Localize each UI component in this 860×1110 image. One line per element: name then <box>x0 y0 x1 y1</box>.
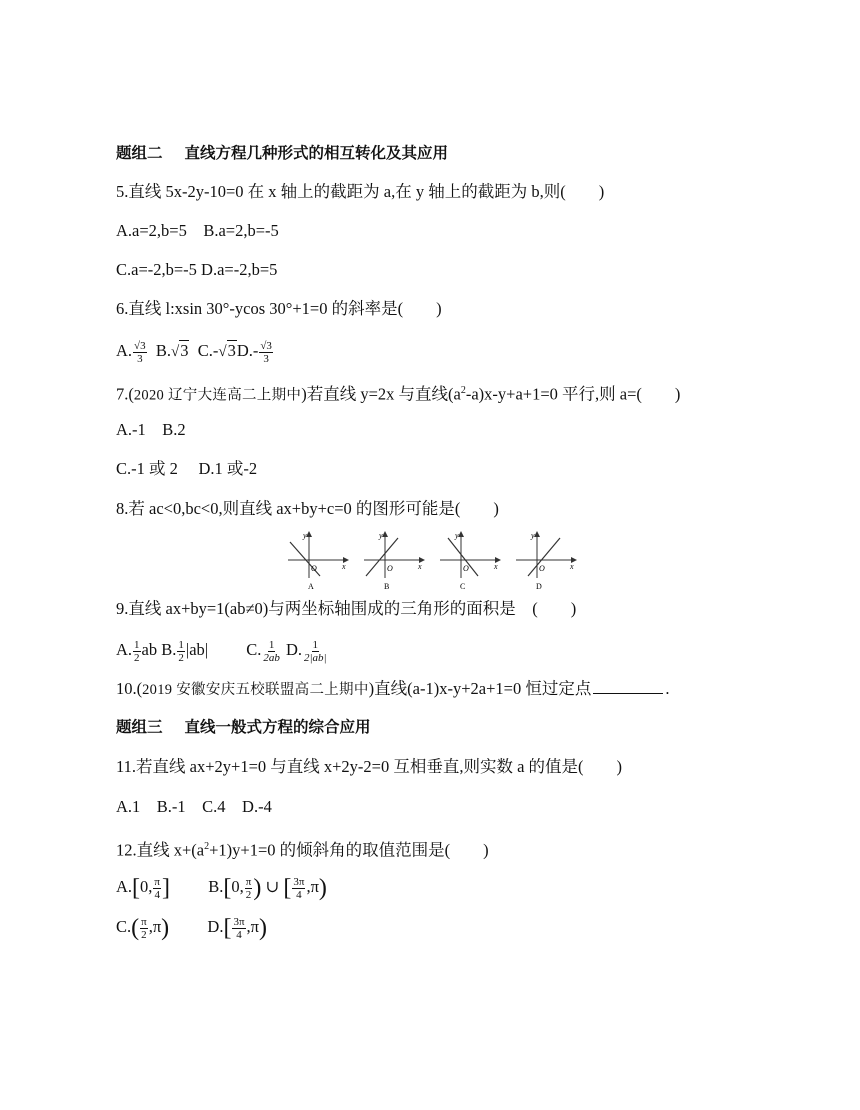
q10-stem: 10.(2019 安徽安庆五校联盟高二上期中)直线(a-1)x-y+2a+1=0 恒过定点 . <box>116 679 670 698</box>
q9-option-a-fraction: $\frac{1}{2}$ <box>134 638 140 664</box>
q6-option-b-sqrt: √3 <box>170 341 189 360</box>
q6-option-b-label: B. <box>155 341 171 360</box>
graph-a-o: O <box>311 564 317 573</box>
q6-option-a-label: A. <box>116 341 133 360</box>
section3-label: 题组三 <box>116 718 163 736</box>
q6-option-a-fraction: $\frac{√3}{3}$ <box>134 339 146 365</box>
q9-option-c-label: C. <box>246 640 262 659</box>
answer-blank[interactable] <box>593 677 663 694</box>
graph-b-label: B <box>384 582 390 591</box>
q9-option-d-label: D. <box>285 640 303 659</box>
q7-stem: 7.(2020 辽宁大连高二上期中)若直线 y=2x 与直线$(a^2-a)x-y+a+1=0$ 平行,则 a=( ) <box>116 384 681 404</box>
graph-d-y: y <box>531 531 535 540</box>
q12-options-2: C.( $\frac{\pi}{2}$ ,π) D.[ $\frac{3\pi}{4}$ ,π) <box>116 915 267 942</box>
q8-stem: 8.若 ac<0,bc<0,则直线 ax+by+c=0 的图形可能是( ) <box>116 499 499 518</box>
section2-label: 题组二 <box>116 144 163 162</box>
graph-b <box>364 531 424 591</box>
q9-stem: 9.直线 ax+by=1(ab≠0)与两坐标轴围成的三角形的面积是 ( ) <box>116 599 577 618</box>
q7-options-2: C.-1 或 2 D.1 或-2 <box>116 459 258 478</box>
q6-option-d-fraction: $\frac{√3}{3}$ <box>260 339 272 365</box>
section3-heading <box>116 716 371 738</box>
graph-b-o: O <box>387 564 393 573</box>
graph-c-x: x <box>494 562 498 571</box>
q5-stem: 5.直线 5x-2y-10=0 在 x 轴上的截距为 a,在 y 轴上的截距为 b,则( ) <box>116 182 605 201</box>
q12-option-b-label: B. <box>208 877 224 896</box>
section2-title: 直线方程几种形式的相互转化及其应用 <box>184 144 449 162</box>
graph-b-y: y <box>379 531 383 540</box>
graph-c-y: y <box>455 531 459 540</box>
q11-options: A.1 B.-1 C.4 D.-4 <box>116 797 272 816</box>
graph-a-x: x <box>342 562 346 571</box>
q11-stem: 11.若直线 ax+2y+1=0 与直线 x+2y-2=0 互相垂直,则实数 a 的值是( ) <box>116 757 623 776</box>
q12-stem: 12.直线 $x+(a^2+1)y+1=0$ 的倾斜角的取值范围是( ) <box>116 840 489 860</box>
graph-d-x: x <box>570 562 574 571</box>
q5-options-1: A.a=2,b=5 B.a=2,b=-5 <box>116 221 279 240</box>
graph-c-label: C <box>460 582 466 591</box>
graph-c <box>440 531 500 591</box>
graph-d <box>516 531 576 591</box>
q12-option-d-label: D. <box>207 917 224 936</box>
q6-option-d-label: D.- <box>236 341 259 360</box>
q9-option-b-fraction: $\frac{1}{2}$ <box>178 638 184 664</box>
q9-option-a-label: A. <box>116 640 133 659</box>
graph-a-y: y <box>303 531 307 540</box>
q5-options-2: C.a=-2,b=-5 D.a=-2,b=5 <box>116 260 278 279</box>
q10-source: 2019 安徽安庆五校联盟高二上期中 <box>142 682 369 698</box>
graph-d-label: D <box>536 582 542 591</box>
section2-heading <box>116 142 448 164</box>
graph-d-o: O <box>539 564 545 573</box>
q6-stem: 6.直线 l:xsin 30°-ycos 30°+1=0 的斜率是( ) <box>116 299 442 318</box>
graph-a-label: A <box>308 582 314 591</box>
q12-options-1: A.[0, $\frac{\pi}{4}$ ] B.[0, $\frac{\pi}{2}$ ) ∪ [ $\frac{3\pi}{4}$ ,π) <box>116 875 327 902</box>
q9-options: A. $\frac{1}{2}$ ab B. $\frac{1}{2}$ |ab| C. $\frac{1}{2ab}$ D. $\frac{1}{2|ab|}$ <box>116 638 327 664</box>
q7-source: 2020 辽宁大连高二上期中 <box>133 387 302 404</box>
graph-a <box>288 531 348 591</box>
q9-option-c-fraction: $\frac{1}{2ab}$ <box>263 638 280 664</box>
q6-option-c-sqrt: √3 <box>218 341 236 360</box>
graph-b-x: x <box>418 562 422 571</box>
q9-option-b-label: B. <box>161 640 177 659</box>
q6-option-c-label: C.- <box>197 341 219 360</box>
section3-title: 直线一般式方程的综合应用 <box>184 718 371 736</box>
graph-c-o: O <box>463 564 469 573</box>
q7-options-1: A.-1 B.2 <box>116 420 186 439</box>
q12-option-a-label: A. <box>116 877 133 896</box>
q9-option-d-fraction: $\frac{1}{2|ab|}$ <box>304 638 327 664</box>
q12-option-c-label: C. <box>116 917 132 936</box>
q6-options <box>116 338 274 365</box>
q8-option-graphs <box>282 528 582 594</box>
